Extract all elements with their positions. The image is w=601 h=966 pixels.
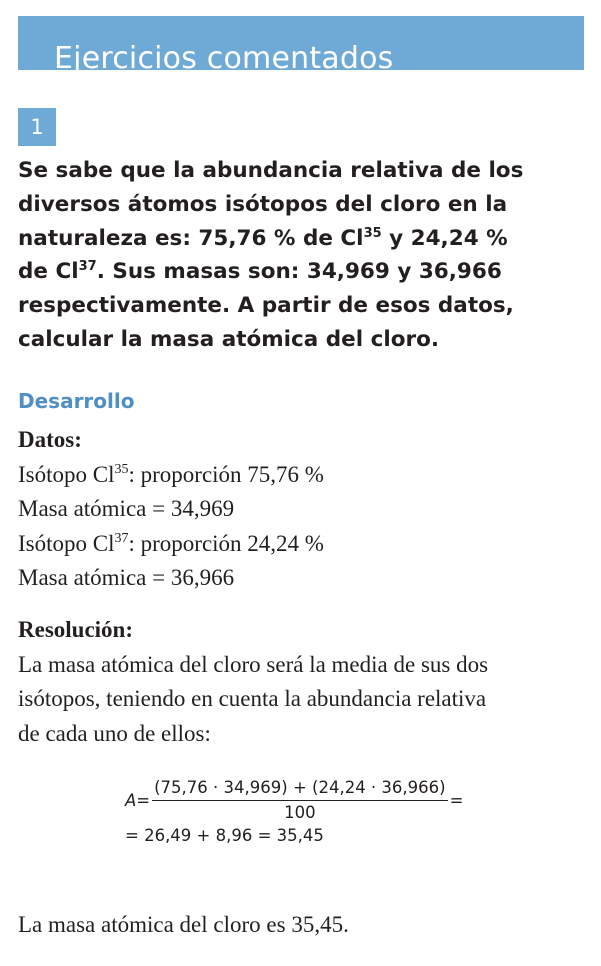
data-line: Masa atómica = 34,969 — [18, 496, 235, 521]
data-text: : proporción 75,76 % — [128, 461, 324, 487]
resolution-heading: Resolución: — [18, 617, 133, 642]
statement-line: Se sabe que la abundancia relativa de los — [18, 158, 524, 183]
formula-fraction-row — [125, 778, 463, 822]
data-block — [18, 423, 588, 596]
formula-trailing-equals: = — [449, 790, 464, 810]
isotope-superscript: 35 — [114, 461, 129, 477]
isotope-superscript: 37 — [114, 530, 129, 546]
data-line: Masa atómica = 36,966 — [18, 565, 235, 590]
section-title: Ejercicios comentados — [54, 41, 394, 76]
resolution-block — [18, 613, 588, 751]
exercise-number-badge: 1 — [18, 108, 56, 146]
data-text: Isótopo Cl — [18, 530, 115, 556]
statement-text: y 24,24 % — [381, 225, 508, 251]
data-heading: Datos: — [18, 427, 82, 452]
resolution-line: de cada uno de ellos: — [18, 720, 211, 746]
isotope-superscript: 35 — [363, 225, 382, 241]
formula-result-line: = 26,49 + 8,96 = 35,45 — [125, 826, 324, 845]
isotope-superscript: 37 — [78, 259, 97, 275]
resolution-line: La masa atómica del cloro será la media de sus dos — [18, 651, 489, 677]
statement-line: diversos átomos isótopos del cloro en la — [18, 191, 508, 217]
data-text: Isótopo Cl — [18, 461, 115, 487]
statement-text: . Sus masas son: 34,969 y 36,966 — [96, 259, 502, 285]
exercise-statement — [18, 154, 588, 357]
formula-equals: = — [136, 790, 151, 810]
formula — [125, 778, 463, 845]
formula-lhs: A — [125, 790, 137, 810]
statement-line: respectivamente. A partir de esos datos, — [18, 293, 514, 319]
development-heading: Desarrollo — [18, 389, 135, 413]
formula-denominator: 100 — [284, 803, 316, 822]
formula-fraction — [152, 778, 447, 822]
statement-text: naturaleza es: 75,76 % de Cl — [18, 225, 364, 251]
data-line — [18, 458, 588, 493]
statement-line — [18, 222, 588, 256]
statement-text: de Cl — [18, 259, 79, 285]
formula-numerator: (75,76 · 34,969) + (24,24 · 36,966) — [152, 778, 447, 801]
data-line — [18, 527, 588, 562]
conclusion: La masa atómica del cloro es 35,45. — [18, 912, 349, 937]
statement-line: calcular la masa atómica del cloro. — [18, 326, 440, 352]
resolution-line: isótopos, teniendo en cuenta la abundancia relativa — [18, 686, 487, 711]
statement-line — [18, 255, 588, 289]
section-banner — [18, 16, 584, 76]
data-text: : proporción 24,24 % — [128, 530, 324, 556]
